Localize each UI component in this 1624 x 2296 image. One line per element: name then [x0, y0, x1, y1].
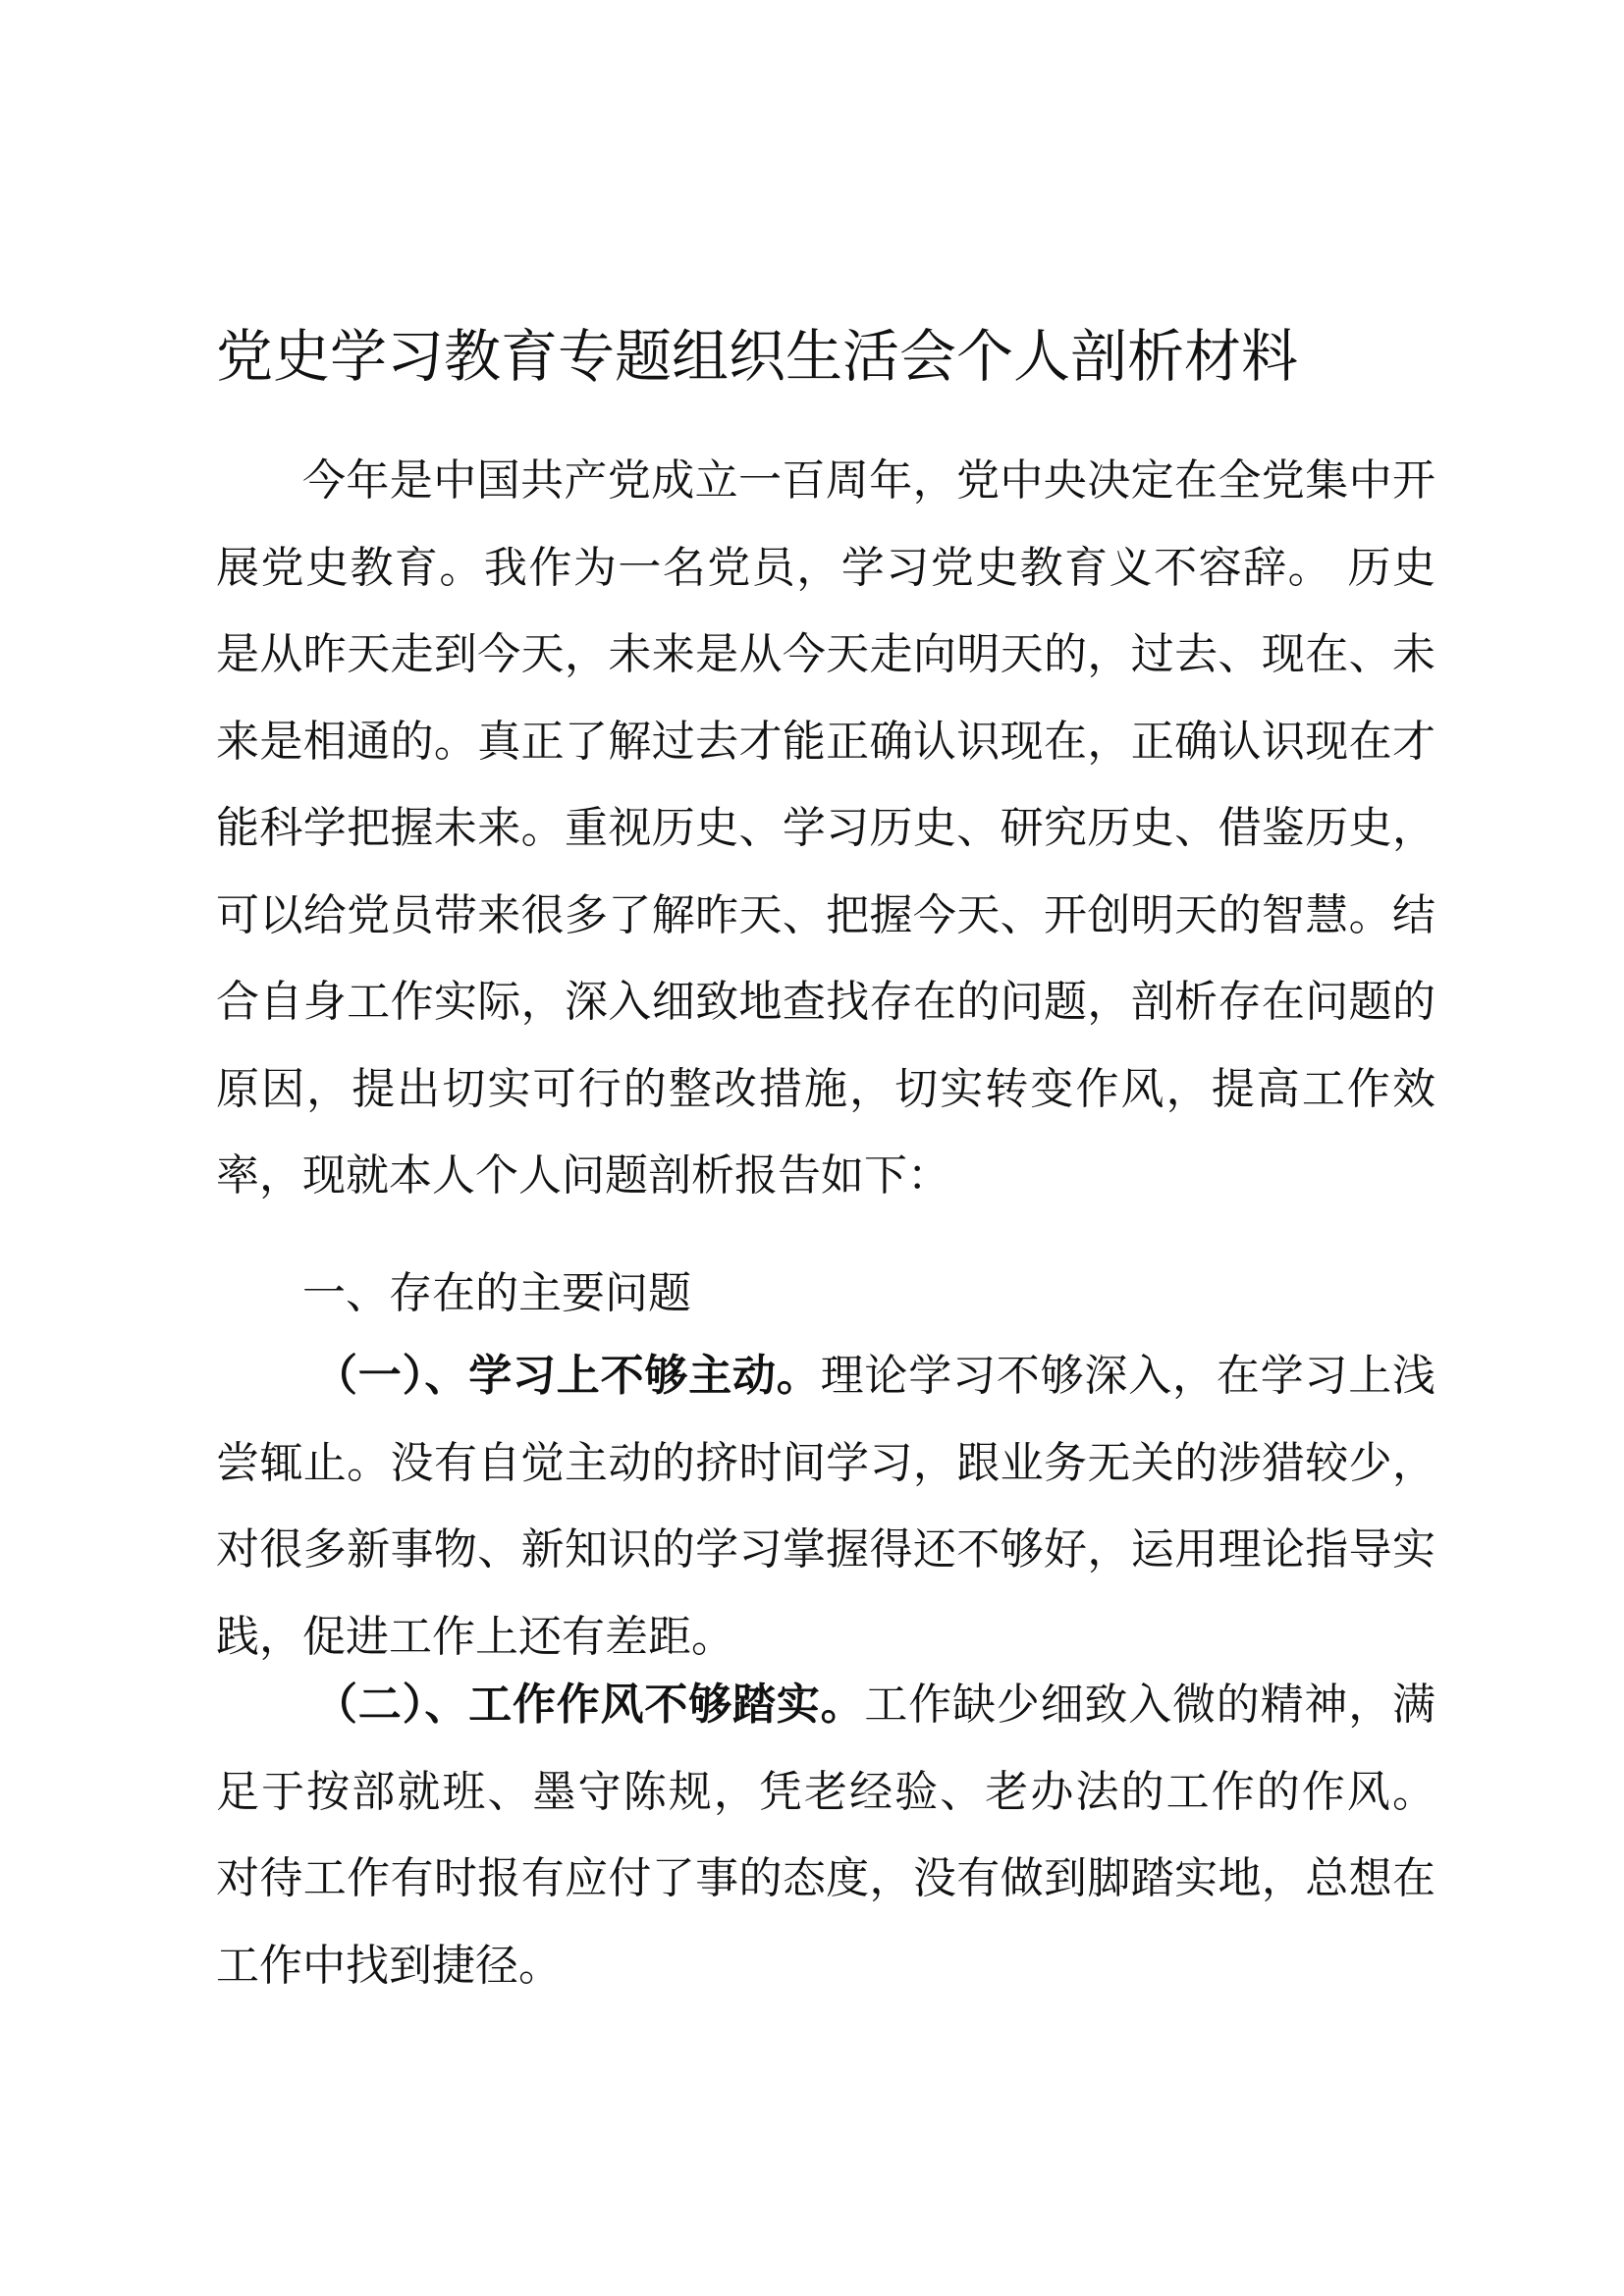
- problem-point-2: [216, 1662, 1435, 2009]
- problem-point-2-text: 工作缺少细致入微的精神，满足于按部就班、墨守陈规，凭老经验、老办法的工作的作风。 对待工作有时报有应付了事的态度，没有做到脚踏实地，总想在工作中找到捷径。: [216, 1680, 1436, 1991]
- section-heading-problems: 一、存在的主要问题: [302, 1268, 691, 1318]
- problem-point-1-text: 理论学习不够深入，在学习上浅尝辄止。没有自觉主动的挤时间学习，跟业务无关的涉猎较少，对很多新事物、新知识的学习掌握得还不够好，运用理论指导实践，促进工作上还有差距。: [216, 1351, 1436, 1662]
- problem-point-2-lead: （二）、工作作风不够踏实。: [314, 1680, 865, 1730]
- problem-point-1: [216, 1333, 1435, 1681]
- document-title: 党史学习教育专题组织生活会个人剖析材料: [216, 323, 1299, 390]
- problem-point-1-lead: （一）、学习上不够主动。: [314, 1351, 821, 1401]
- intro-paragraph: 今年是中国共产党成立一百周年，党中央决定在全党集中开展党史教育。我作为一名党员，学习党史教育义不容辞。 历史是从昨天走到今天，未来是从今天走向明天的，过去、现在、未来是相通的。真正了解过去才能正确认识现在，正确认识现在才能科学把握未来。重视历史、学习历史、研究历史、借鉴历史，可以给党员带来很多了解昨天、把握今天、开创明天的智慧。结合自身工作实际，深入细致地查找存在的问题，剖析存在问题的原因，提出切实可行的整改措施，切实转变作风，提高工作效率，现就本人个人问题剖析报告如下：: [216, 455, 1435, 1201]
